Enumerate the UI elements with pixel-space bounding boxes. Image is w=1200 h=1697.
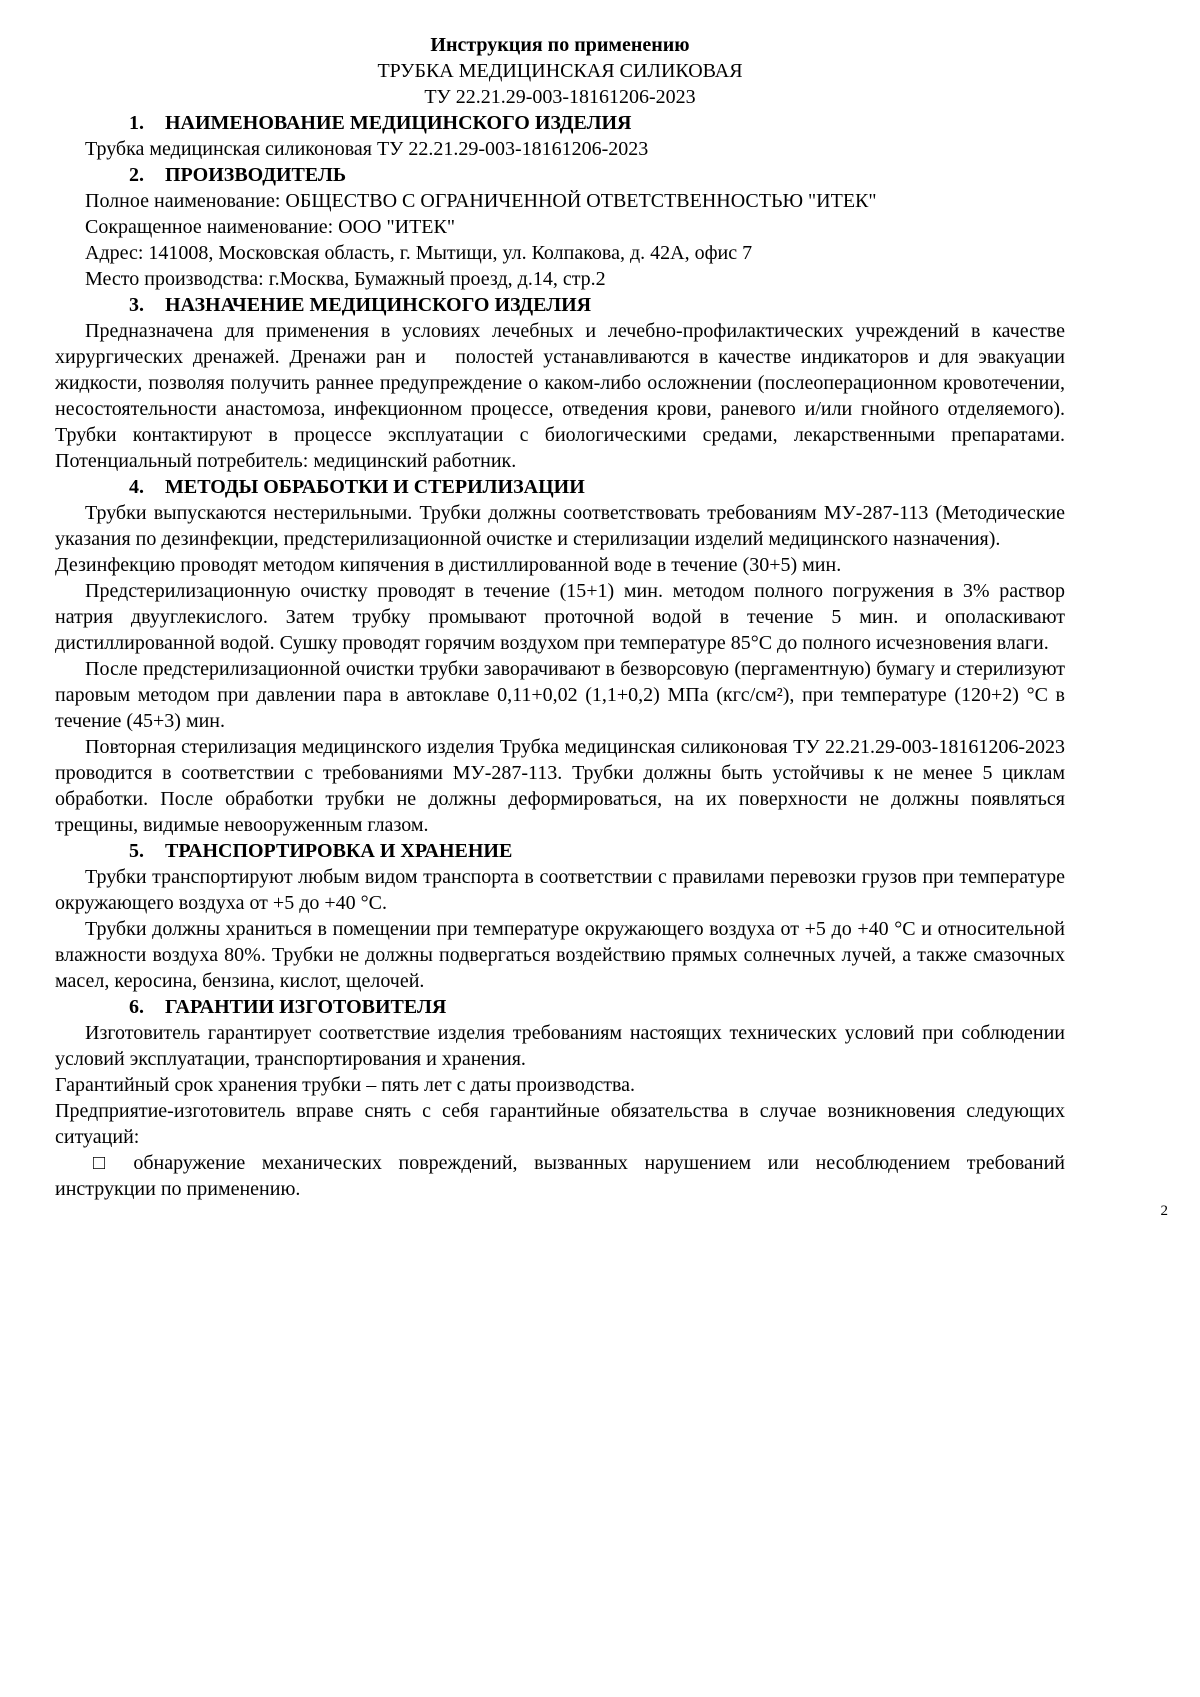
section-4-number: 4. xyxy=(129,476,144,498)
paragraph: Трубка медицинская силиконовая ТУ 22.21.29-003-18161206-2023 xyxy=(85,138,649,160)
paragraph: Трубки должны храниться в помещении при температуре окружающего воздуха от +5 до +40 °С и относительной влажности воздуха 80%. Трубки не должны подвергаться воздействию прямых солнечных лучей, а также смазочных масел, керосина, бензина, кислот, щелочей. xyxy=(55,918,1065,992)
section-transportirovka xyxy=(55,838,1065,994)
paragraph: Место производства: г.Москва, Бумажный проезд, д.14, стр.2 xyxy=(85,268,606,290)
section-6-heading xyxy=(55,994,1065,1020)
section-4-title: МЕТОДЫ ОБРАБОТКИ И СТЕРИЛИЗАЦИИ xyxy=(165,476,585,498)
section-4-heading xyxy=(55,474,1065,500)
section-2-heading xyxy=(55,162,1065,188)
section-6-title: ГАРАНТИИ ИЗГОТОВИТЕЛЯ xyxy=(165,996,447,1018)
section-proizvoditel xyxy=(55,162,1065,292)
doc-tu-number: ТУ 22.21.29-003-18161206-2023 xyxy=(424,86,696,108)
paragraph: Предприятие-изготовитель вправе снять с себя гарантийные обязательства в случае возникновения следующих ситуаций: xyxy=(55,1100,1065,1148)
section-metody-obrabotki xyxy=(55,474,1065,838)
document-header xyxy=(55,32,1065,110)
paragraph: Гарантийный срок хранения трубки – пять лет с даты производства. xyxy=(55,1074,636,1096)
paragraph: Адрес: 141008, Московская область, г. Мытищи, ул. Колпакова, д. 42А, офис 7 xyxy=(85,242,753,264)
section-1-number: 1. xyxy=(129,112,144,134)
paragraph-bullet-item: □ обнаружение механических повреждений, вызванных нарушением или несоблюдением требований инструкции по применению. xyxy=(55,1152,1065,1200)
doc-title: Инструкция по применению xyxy=(430,34,690,56)
section-3-title: НАЗНАЧЕНИЕ МЕДИЦИНСКОГО ИЗДЕЛИЯ xyxy=(165,294,592,316)
section-2-title: ПРОИЗВОДИТЕЛЬ xyxy=(165,164,347,186)
section-2-number: 2. xyxy=(129,164,144,186)
paragraph: Трубки транспортируют любым видом транспорта в соответствии с правилами перевозки грузов при температуре окружающего воздуха от +5 до +40 °С. xyxy=(55,866,1065,914)
paragraph: Трубки выпускаются нестерильными. Трубки должны соответствовать требованиям МУ-287-113 (Методические указания по дезинфекции, предстерилизационной очистке и стерилизации изделий медицинского назначения). xyxy=(55,502,1065,550)
section-1-heading xyxy=(55,110,1065,136)
section-5-title: ТРАНСПОРТИРОВКА И ХРАНЕНИЕ xyxy=(165,840,513,862)
section-6-number: 6. xyxy=(129,996,144,1018)
section-garantii xyxy=(55,994,1065,1202)
paragraph: Предстерилизационную очистку проводят в течение (15+1) мин. методом полного погружения в 3% раствор натрия двууглекислого. Затем трубку промывают проточной водой в течение 5 мин. и ополаскивают дистиллированной водой. Сушку проводят горячим воздухом при температуре 85°С до полного исчезновения влаги. xyxy=(55,580,1065,654)
paragraph: Дезинфекцию проводят методом кипячения в дистиллированной воде в течение (30+5) мин. xyxy=(55,554,842,576)
paragraph: Изготовитель гарантирует соответствие изделия требованиям настоящих технических условий при соблюдении условий эксплуатации, транспортирования и хранения. xyxy=(55,1022,1065,1070)
paragraph: Повторная стерилизация медицинского изделия Трубка медицинская силиконовая ТУ 22.21.29-003-18161206-2023 проводится в соответствии с требованиями МУ-287-113. Трубки должны быть устойчивы к не менее 5 циклам обработки. После обработки трубки не должны деформироваться, на их поверхности не должны появляться трещины, видимые невооруженным глазом. xyxy=(55,736,1065,836)
section-1-title: НАИМЕНОВАНИЕ МЕДИЦИНСКОГО ИЗДЕЛИЯ xyxy=(165,112,632,134)
section-5-number: 5. xyxy=(129,840,144,862)
section-naimenovanie xyxy=(55,110,1065,162)
paragraph: После предстерилизационной очистки трубки заворачивают в безворсовую (пергаментную) бумагу и стерилизуют паровым методом при давлении пара в автоклаве 0,11+0,02 (1,1+0,2) МПа (кгс/см²), при температуре (120+2) °С в течение (45+3) мин. xyxy=(55,658,1065,732)
page-number: 2 xyxy=(1160,1203,1168,1219)
section-3-heading xyxy=(55,292,1065,318)
section-5-heading xyxy=(55,838,1065,864)
paragraph: Предназначена для применения в условиях лечебных и лечебно-профилактических учреждений в качестве хирургических дренажей. Дренажи ран и полостей устанавливаются в качестве индикаторов и для эвакуации жидкости, позволяя получить раннее предупреждение о каком-либо осложнении (послеоперационном кровотечении, несостоятельности анастомоза, инфекционном процессе, отведения крови, раневого и/или гнойного отделяемого). Трубки контактируют в процессе эксплуатации с биологическими средами, лекарственными препаратами. Потенциальный потребитель: медицинский работник. xyxy=(55,320,1065,472)
section-naznachenie xyxy=(55,292,1065,474)
section-3-number: 3. xyxy=(129,294,144,316)
doc-product-name: ТРУБКА МЕДИЦИНСКАЯ СИЛИКОВАЯ xyxy=(377,60,743,82)
paragraph: Сокращенное наименование: ООО "ИТЕК" xyxy=(85,216,456,238)
paragraph: Полное наименование: ОБЩЕСТВО С ОГРАНИЧЕННОЙ ОТВЕТСТВЕННОСТЬЮ "ИТЕК" xyxy=(85,190,877,212)
